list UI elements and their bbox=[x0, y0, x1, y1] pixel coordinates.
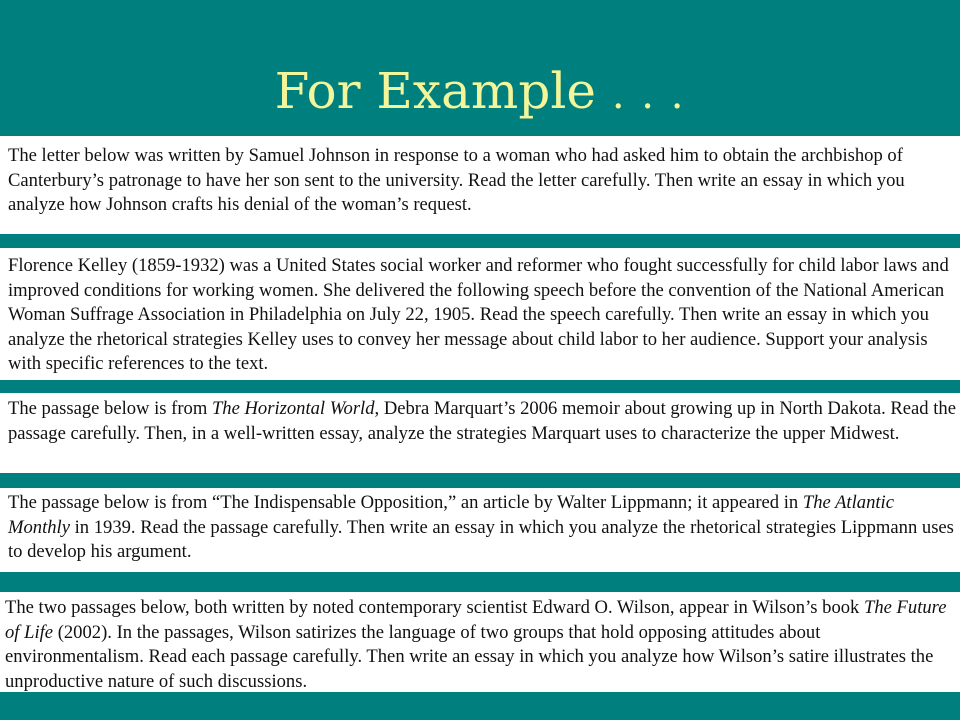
prompt-box-wilson bbox=[0, 592, 960, 692]
prompt-text-pre: The two passages below, both written by noted contemporary scientist Edward O. Wilson, appear in Wilson’s book bbox=[5, 597, 864, 618]
prompt-text bbox=[8, 491, 960, 565]
slide-title-ellipsis: . . . bbox=[611, 72, 686, 118]
prompt-box-johnson bbox=[0, 136, 960, 234]
prompt-box-marquart bbox=[0, 393, 960, 473]
prompt-text: Florence Kelley (1859-1932) was a United States social worker and reformer who fought successfully for child labor laws and improved conditions for working women. She delivered the following speech before the convention of the National American Woman Suffrage Association in Philadelphia on July 22, 1905. Read the speech carefully. Then write an essay in which you analyze the rhetorical strategies Kelley uses to convey her message about child labor to her audience. Support your analysis with specific references to the text. bbox=[8, 255, 949, 374]
book-title: The Future of Life bbox=[5, 597, 947, 643]
prompt-text-post: in 1939. Read the passage carefully. Then write an essay in which you analyze the rhetorical strategies Lippmann uses to develop his argument. bbox=[8, 516, 954, 562]
slide-title-text: For Example bbox=[274, 62, 596, 120]
prompt-text-pre: The passage below is from bbox=[8, 398, 212, 419]
prompt-text-post: , Debra Marquart’s 2006 memoir about growing up in North Dakota. Read the passage carefully. Then, in a well-written essay, analyze the strategies Marquart uses to characterize the upper Midwest. bbox=[8, 398, 956, 444]
prompt-box-kelley bbox=[0, 248, 960, 380]
prompt-text bbox=[8, 397, 960, 446]
magazine-title: The Atlantic Monthly bbox=[8, 492, 894, 538]
prompt-text-pre: The passage below is from “The Indispensable Opposition,” an article by Walter Lippmann; it appeared in bbox=[8, 492, 803, 513]
prompt-text bbox=[5, 596, 960, 692]
slide-title bbox=[0, 56, 960, 130]
book-title: The Horizontal World bbox=[211, 398, 375, 419]
prompt-text: The letter below was written by Samuel Johnson in response to a woman who had asked him to obtain the archbishop of Canterbury’s patronage to have her son sent to the university. Read the letter carefully. Then write an essay in which you analyze how Johnson crafts his denial of the woman’s request. bbox=[8, 145, 905, 215]
prompt-box-lippmann bbox=[0, 488, 960, 572]
prompt-text-post: (2002). In the passages, Wilson satirizes the language of two groups that hold opposing attitudes about environmentalism. Read each passage carefully. Then write an essay in which you analyze how Wilson’s satire illustrates the unproductive nature of such discussions. bbox=[5, 621, 934, 692]
